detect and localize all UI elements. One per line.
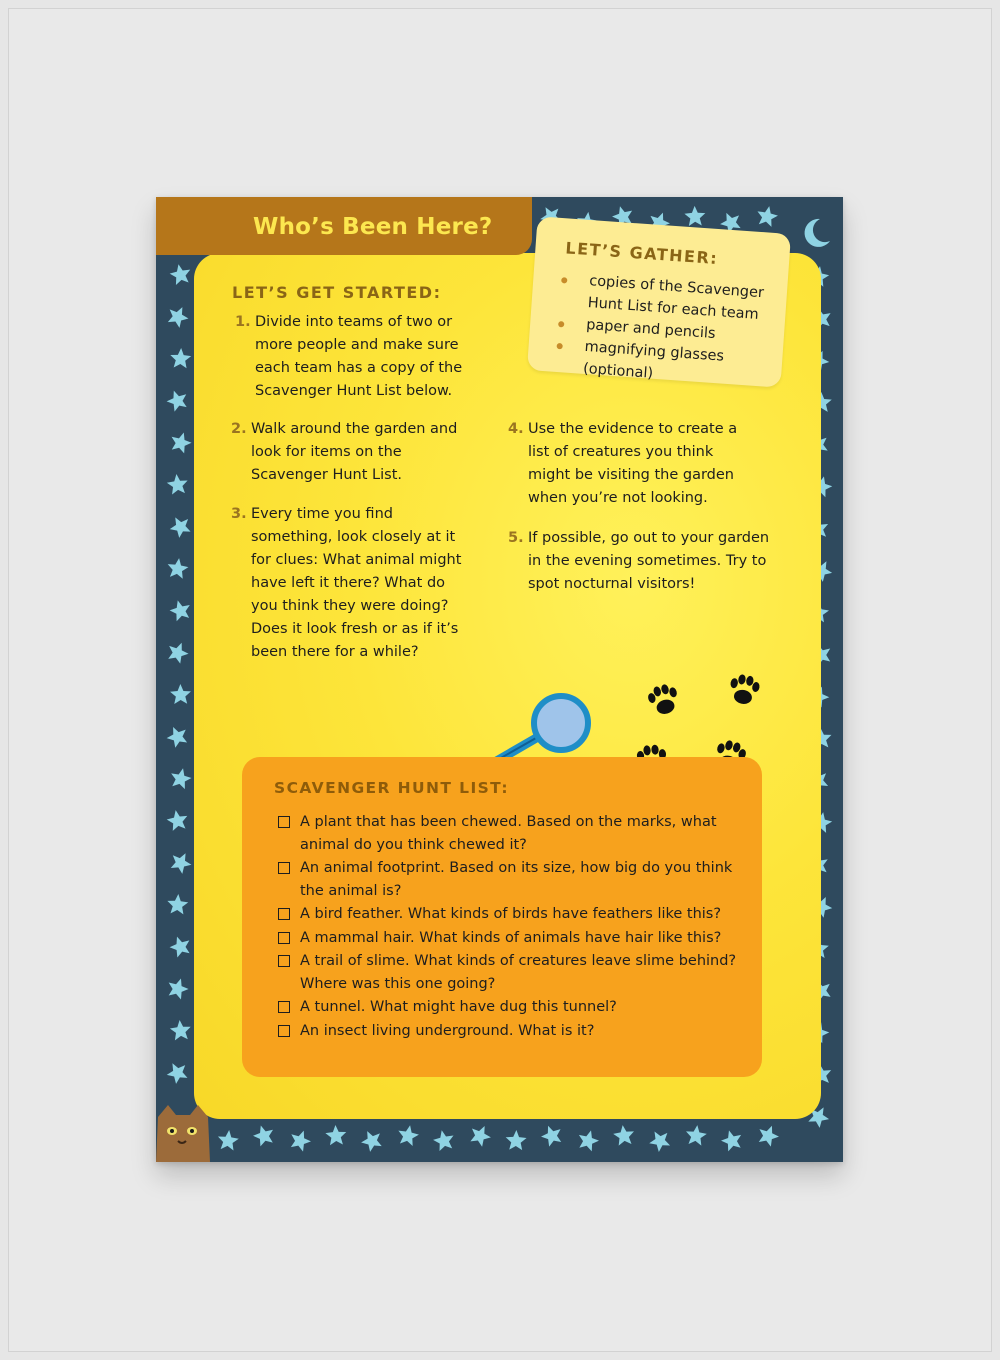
star-icon	[170, 347, 192, 368]
star-icon	[755, 1122, 782, 1148]
hunt-item	[278, 857, 740, 902]
scavenger-hunt-heading: SCAVENGER HUNT LIST:	[274, 779, 509, 797]
star-icon	[170, 684, 191, 704]
step-2	[231, 418, 477, 487]
scavenger-hunt-box	[242, 757, 762, 1077]
hunt-item-text: A plant that has been chewed. Based on the marks, what animal do you think chewed it?	[300, 814, 717, 853]
star-icon	[165, 808, 189, 831]
step-text: If possible, go out to your garden in the evening sometimes. Try to spot nocturnal visitors!	[528, 530, 770, 592]
star-icon	[358, 1127, 386, 1154]
checkbox-icon[interactable]	[278, 908, 290, 920]
star-icon	[612, 1124, 635, 1146]
bullet-icon	[556, 343, 562, 349]
hunt-item-text: A trail of slime. What kinds of creatures leave slime behind? Where was this one going?	[300, 953, 737, 992]
step-1	[235, 311, 465, 403]
star-icon	[685, 1124, 708, 1146]
lets-gather-note	[527, 216, 791, 387]
step-number: 4.	[508, 421, 524, 437]
step-5	[508, 527, 778, 596]
star-icon	[166, 473, 189, 495]
star-icon	[538, 1122, 565, 1148]
star-icon	[166, 512, 194, 540]
hunt-item-text: A bird feather. What kinds of birds have feathers like this?	[300, 906, 722, 922]
star-icon	[164, 723, 191, 750]
checkbox-icon[interactable]	[278, 955, 290, 967]
checkbox-icon[interactable]	[278, 932, 290, 944]
hunt-item-text: A mammal hair. What kinds of animals have hair like this?	[300, 929, 722, 946]
bullet-icon	[558, 321, 564, 327]
star-icon	[684, 205, 706, 226]
star-icon	[164, 387, 190, 413]
star-icon	[325, 1124, 347, 1145]
hunt-item-text: An animal footprint. Based on its size, how big do you think the animal is?	[300, 860, 733, 899]
page-title: Who’s Been Here?	[253, 214, 493, 240]
hunt-item	[278, 950, 740, 995]
star-icon	[168, 429, 194, 454]
star-icon	[166, 557, 189, 580]
bullet-icon	[561, 277, 567, 283]
star-icon	[575, 1128, 601, 1153]
hunt-item	[278, 903, 740, 926]
step-number: 2.	[231, 421, 247, 437]
step-text: Every time you find something, look closely at it for clues: What animal might have left it there? What do you think they were doing? Does it look fresh or as if it’s been there for a while?	[251, 506, 462, 660]
title-tab	[156, 197, 532, 255]
star-icon	[164, 303, 192, 330]
star-icon	[168, 598, 193, 623]
supply-text: copies of the Scavenger Hunt List for each team	[587, 273, 765, 323]
checkbox-icon[interactable]	[278, 816, 290, 828]
star-icon	[755, 204, 780, 228]
moon-icon	[798, 215, 834, 251]
star-icon	[467, 1122, 494, 1149]
star-icon	[431, 1128, 456, 1152]
star-icon	[217, 1129, 240, 1151]
paw-print-icon	[646, 682, 682, 718]
star-icon	[251, 1122, 277, 1147]
star-icon	[168, 766, 193, 790]
lets-gather-heading: LET’S GATHER:	[564, 238, 719, 268]
step-text: Divide into teams of two or more people and make sure each team has a copy of the Scavenger Hunt List below.	[255, 314, 463, 399]
star-icon	[396, 1123, 420, 1147]
star-icon	[165, 975, 191, 1000]
hunt-item	[278, 811, 740, 856]
checkbox-icon[interactable]	[278, 1025, 290, 1037]
step-number: 1.	[235, 314, 251, 330]
paw-print-icon	[727, 673, 761, 706]
hunt-item	[278, 927, 740, 950]
star-icon	[165, 639, 192, 665]
checkbox-icon[interactable]	[278, 1001, 290, 1013]
star-icon	[287, 1127, 313, 1153]
activity-card	[156, 197, 843, 1162]
star-icon	[167, 933, 193, 959]
scavenger-hunt-list	[278, 811, 740, 1043]
star-icon	[163, 1058, 191, 1085]
star-icon	[167, 848, 195, 875]
supply-text: paper and pencils	[585, 316, 717, 342]
supplies-list	[554, 268, 799, 394]
hunt-item-text: A tunnel. What might have dug this tunnel?	[300, 999, 617, 1015]
star-icon	[167, 893, 189, 914]
lets-get-started-heading: LET’S GET STARTED:	[232, 283, 442, 302]
star-icon	[719, 1128, 745, 1153]
step-number: 3.	[231, 506, 247, 522]
step-3	[231, 503, 469, 664]
step-number: 5.	[508, 530, 524, 546]
step-4	[508, 418, 758, 510]
star-icon	[168, 262, 192, 286]
hunt-item	[278, 1020, 740, 1043]
step-text: Walk around the garden and look for items on the Scavenger Hunt List.	[251, 421, 458, 483]
star-icon	[645, 1126, 673, 1154]
star-icon	[505, 1130, 527, 1151]
star-icon	[169, 1019, 192, 1041]
hunt-item-text: An insect living underground. What is it?	[300, 1022, 595, 1039]
cat-icon	[156, 1103, 210, 1162]
checkbox-icon[interactable]	[278, 862, 290, 874]
supply-text: magnifying glasses (optional)	[582, 338, 725, 382]
step-text: Use the evidence to create a list of creatures you think might be visiting the garden when you’re not looking.	[528, 421, 738, 506]
hunt-item	[278, 996, 740, 1019]
